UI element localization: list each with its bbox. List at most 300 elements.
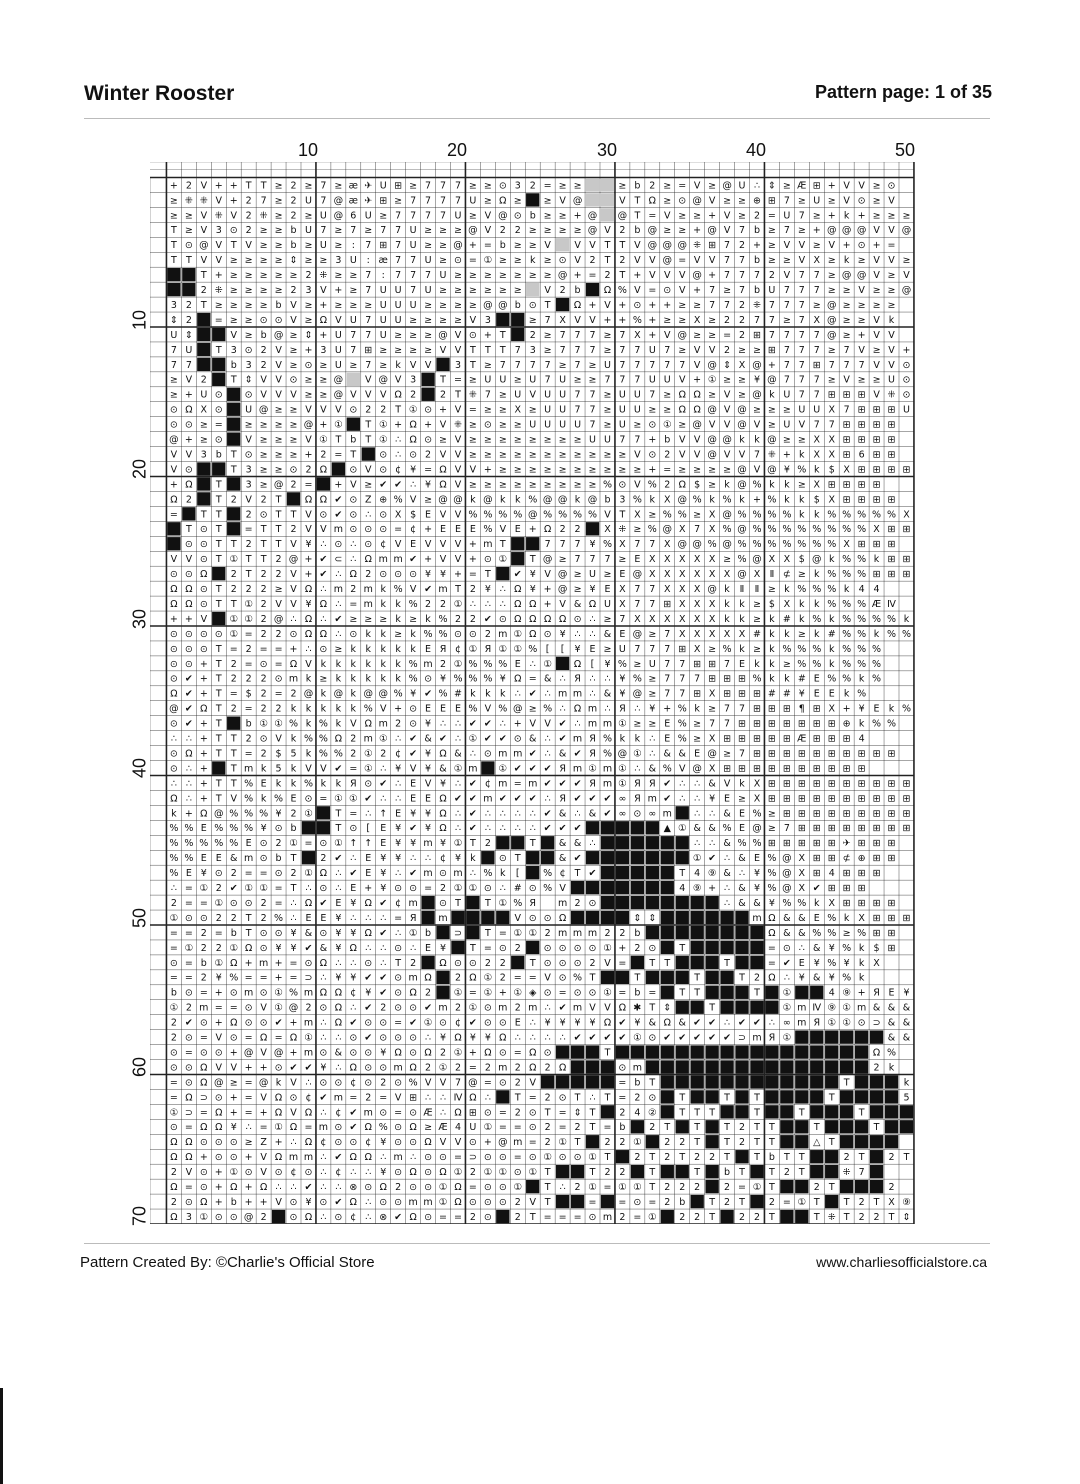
stitch-symbol-cell: ✔ [603,1032,612,1044]
stitch-symbol-cell [855,1135,868,1148]
stitch-symbol-cell: % [184,838,194,850]
stitch-symbol-cell: 3 [514,180,521,192]
stitch-symbol-cell: ⊞ [767,195,776,207]
stitch-symbol-cell: T [679,987,686,999]
stitch-symbol-cell: T [873,1196,880,1208]
stitch-symbol-cell: ⊞ [797,823,806,835]
stitch-symbol-cell [690,1195,703,1208]
stitch-symbol-cell: ✔ [468,1017,477,1029]
stitch-symbol-cell [646,881,659,894]
stitch-symbol-cell: ⊙ [334,1077,343,1089]
stitch-symbol-cell: ∴ [604,673,611,685]
stitch-symbol-cell: ⊞ [872,419,881,431]
stitch-symbol-cell [870,1105,883,1118]
stitch-symbol-cell: ① [498,1167,508,1179]
stitch-symbol-cell: k [888,314,895,326]
stitch-symbol-cell: Ω [349,1196,357,1208]
stitch-symbol-cell: @ [378,688,388,700]
stitch-symbol-cell: ⊞ [827,823,836,835]
stitch-symbol-cell: ⊞ [857,539,866,551]
stitch-symbol-cell [616,1150,629,1163]
stitch-symbol-cell: ① [528,1167,537,1179]
stitch-symbol-cell: = [274,643,283,655]
stitch-symbol-cell: % [169,823,179,835]
stitch-symbol-cell [840,1060,853,1073]
stitch-symbol-cell: U [783,389,791,401]
stitch-symbol-cell: V [693,255,701,267]
stitch-symbol-cell: b [290,225,297,237]
stitch-symbol-cell: % [752,524,762,536]
stitch-symbol-cell: ≥ [229,299,238,311]
stitch-symbol-cell [870,1150,883,1163]
stitch-symbol-cell: X [693,598,701,610]
stitch-symbol-cell: ≥ [633,419,642,431]
stitch-symbol-cell: ≥ [573,180,582,192]
stitch-symbol-cell [855,1060,868,1073]
stitch-symbol-cell: Ω [514,584,522,596]
stitch-symbol-cell: = [259,972,268,984]
stitch-symbol-cell: Æ [871,598,882,610]
stitch-symbol-cell: = [394,1107,403,1119]
stitch-symbol-cell: ∴ [634,703,641,715]
stitch-symbol-cell: ≥ [289,344,298,356]
stitch-symbol-cell: T [709,1002,716,1014]
stitch-symbol-cell: 2 [200,942,207,954]
stitch-symbol-cell: & [887,1032,896,1044]
stitch-symbol-cell: ∴ [724,853,731,865]
stitch-symbol-cell: Ω [678,479,686,491]
stitch-symbol-cell: + [214,1196,223,1208]
stitch-symbol-cell: % [677,718,687,730]
stitch-symbol-cell: U [783,210,791,222]
stitch-symbol-cell: V [454,344,462,356]
stitch-symbol-cell: 7 [724,299,731,311]
stitch-symbol-cell [690,941,703,954]
stitch-symbol-cell: ¢ [350,1077,357,1089]
stitch-symbol-cell: Ω [289,1122,298,1134]
stitch-symbol-cell: ✔ [483,718,492,730]
stitch-symbol-cell: 2 [245,210,252,222]
stitch-symbol-cell: ⊞ [738,763,747,775]
stitch-symbol-cell: ≥ [498,449,507,461]
stitch-symbol-cell: + [812,225,821,237]
stitch-symbol-cell: 2 [245,225,252,237]
stitch-symbol-cell [690,1001,703,1014]
stitch-symbol-cell: k [649,494,656,506]
stitch-symbol-cell: 2 [260,748,267,760]
stitch-symbol-cell: ¥ [425,479,432,491]
stitch-symbol-cell: ⊞ [797,778,806,790]
stitch-symbol-cell: b [514,299,521,311]
stitch-symbol-cell [526,1180,539,1193]
stitch-symbol-cell: % [887,628,897,640]
stitch-symbol-cell: 2 [619,1107,626,1119]
stitch-symbol-cell: 2 [260,359,267,371]
stitch-symbol-cell: 2 [185,299,192,311]
stitch-symbol-cell [735,1075,748,1088]
stitch-symbol-cell: ✔ [498,733,507,745]
stitch-symbol-cell: 2 [634,942,641,954]
stitch-symbol-cell: Ⅳ [887,598,896,610]
stitch-symbol-cell: 7 [798,285,805,297]
stitch-symbol-cell: V [454,329,462,341]
stitch-symbol-cell: ∴ [514,1032,521,1044]
stitch-symbol-cell: k [290,778,297,790]
stitch-symbol-cell: # [453,688,462,700]
stitch-symbol-cell: ∴ [365,509,372,521]
stitch-symbol-cell: 7 [395,255,402,267]
stitch-symbol-cell: ≥ [723,748,732,760]
stitch-symbol-cell: ✔ [379,897,388,909]
stitch-symbol-cell: T [215,524,222,536]
stitch-symbol-cell: ✔ [364,1002,373,1014]
stitch-symbol-cell: m [244,987,254,999]
stitch-symbol-cell: % [468,673,478,685]
stitch-symbol-cell: ∴ [395,449,402,461]
stitch-symbol-cell [481,761,494,774]
stitch-symbol-cell: ⊞ [827,838,836,850]
stitch-symbol-cell: & [738,883,746,895]
stitch-symbol-cell: ∴ [425,1032,432,1044]
stitch-symbol-cell: 2 [290,285,297,297]
stitch-symbol-cell: ⊙ [229,897,238,909]
stitch-symbol-cell: @ [826,225,837,237]
stitch-symbol-cell: % [782,509,792,521]
stitch-symbol-cell: + [483,464,492,476]
stitch-symbol-cell: ✔ [603,793,612,805]
stitch-symbol-cell: 2 [858,1196,865,1208]
stitch-symbol-cell: ⊙ [902,374,911,386]
stitch-symbol-cell: T [574,868,581,880]
stitch-symbol-cell: & [304,927,313,939]
stitch-symbol-cell: X [858,912,865,924]
stitch-symbol-cell: b [634,927,641,939]
stitch-symbol-cell: % [468,509,478,521]
stitch-symbol-cell: ⊞ [738,673,747,685]
stitch-symbol-cell: @ [303,688,314,700]
stitch-symbol-cell: ≥ [304,255,313,267]
stitch-symbol-cell: % [184,823,194,835]
stitch-symbol-cell [795,1090,808,1103]
stitch-symbol-cell: 7 [544,374,551,386]
stitch-symbol-cell: % [318,718,328,730]
stitch-symbol-cell: ⊙ [483,1211,492,1223]
stitch-symbol-cell: V [693,359,701,371]
stitch-symbol-cell: Ω [185,584,193,596]
stitch-symbol-cell: ⊙ [483,748,492,760]
stitch-symbol-cell: = [468,255,477,267]
stitch-symbol-cell: 2 [245,733,252,745]
stitch-symbol-cell: k [395,598,401,610]
stitch-symbol-cell [661,1060,674,1073]
stitch-symbol-cell: X [723,628,731,640]
stitch-symbol-cell: @ [617,210,628,222]
stitch-symbol-cell [227,717,240,730]
stitch-symbol-cell: % [797,464,807,476]
stitch-symbol-cell: Ω [364,554,372,566]
stitch-symbol-cell: X [888,1196,895,1208]
stitch-symbol-cell [646,1060,659,1073]
stitch-symbol-cell: T [739,1167,745,1179]
stitch-symbol-cell: & [798,912,806,924]
stitch-symbol-cell: ⊙ [169,404,178,416]
stitch-symbol-cell: T [813,1211,820,1223]
stitch-symbol-cell: % [812,584,822,596]
stitch-symbol-cell: ✔ [558,1002,567,1014]
stitch-symbol-cell: T [230,748,237,760]
stitch-symbol-cell: 2 [514,942,521,954]
stitch-symbol-cell: ⊙ [304,793,313,805]
stitch-symbol-cell: + [424,554,433,566]
stitch-symbol-cell: 7 [574,554,581,566]
stitch-symbol-cell: 2 [439,598,447,610]
stitch-symbol-cell: 7 [529,359,536,371]
stitch-symbol-cell: ⊙ [498,853,507,865]
stitch-symbol-cell: ∴ [559,703,566,715]
stitch-symbol-cell: 2 [230,868,237,880]
stitch-symbol-cell: ⊙ [214,1211,223,1223]
stitch-symbol-cell: @ [587,210,598,222]
stitch-symbol-cell: ⊙ [304,957,313,969]
stitch-symbol-cell: % [692,494,702,506]
stitch-symbol-cell: T [499,344,506,356]
stitch-symbol-cell: ⊞ [812,703,821,715]
stitch-symbol-cell: ≥ [648,628,657,640]
stitch-symbol-cell: Ω [215,1107,223,1119]
stitch-symbol-cell: Ω [514,613,522,625]
stitch-symbol-cell: ⊞ [872,927,881,939]
stitch-symbol-cell [227,403,240,416]
stitch-symbol-cell: k [380,658,386,670]
stitch-symbol-cell: 7 [843,404,850,416]
stitch-symbol-cell: $ [798,554,805,566]
stitch-symbol-cell: k [425,613,431,625]
stitch-symbol-cell [735,1090,748,1103]
stitch-symbol-cell: + [274,972,283,984]
stitch-symbol-cell: % [318,733,328,745]
stitch-symbol-cell: ∴ [290,897,297,909]
stitch-symbol-cell: 7 [350,225,357,237]
stitch-symbol-cell: ≥ [334,643,343,655]
stitch-symbol-cell: = [468,1062,477,1074]
stitch-symbol-cell: T [395,404,402,416]
stitch-symbol-cell: ⊙ [169,419,178,431]
stitch-symbol-cell: ∴ [365,942,372,954]
stitch-symbol-cell: Я [559,763,566,775]
stitch-symbol-cell: Я [813,1017,821,1029]
stitch-symbol-cell: ≥ [424,329,433,341]
stitch-symbol-cell: Я [649,778,656,790]
stitch-symbol-cell [616,971,629,984]
stitch-symbol-cell: 7 [813,374,820,386]
stitch-symbol-cell: ¥ [395,823,402,835]
stitch-symbol-cell: Я [873,987,880,999]
stitch-symbol-cell: ⊙ [424,673,433,685]
stitch-symbol-cell: ¥ [813,957,820,969]
stitch-symbol-cell: ⊙ [394,569,403,581]
stitch-symbol-cell: ✈ [364,195,373,207]
stitch-symbol-cell: ∴ [290,1137,297,1149]
stitch-symbol-cell: X [634,329,641,341]
stitch-symbol-cell: ≥ [797,434,806,446]
stitch-symbol-cell [720,1060,733,1073]
stitch-symbol-cell: ⊙ [349,1032,358,1044]
stitch-symbol-cell: ≥ [872,210,881,222]
stitch-symbol-cell: ⊙ [528,299,537,311]
stitch-symbol-cell: ¥ [365,987,372,999]
stitch-symbol-cell: m [393,1152,403,1164]
stitch-symbol-cell: V [873,329,880,341]
stitch-symbol-cell: T [200,270,207,282]
stitch-symbol-cell: U [319,240,327,252]
stitch-symbol-cell: T [275,524,282,536]
stitch-symbol-cell: T [215,539,222,551]
stitch-symbol-cell: U [334,359,342,371]
stitch-symbol-cell: ✔ [349,1017,358,1029]
stitch-symbol-cell: $ [828,464,835,476]
stitch-symbol-cell: ① [483,1167,493,1179]
stitch-symbol-cell: ¥ [275,942,282,954]
stitch-symbol-cell: ∴ [544,793,551,805]
stitch-symbol-cell: 2 [439,1047,447,1059]
stitch-symbol-cell: V [559,883,566,895]
stitch-symbol-cell [347,373,360,386]
stitch-symbol-cell: ≥ [513,479,522,491]
stitch-symbol-cell: ⁜ [214,285,223,297]
stitch-symbol-cell [661,926,674,939]
stitch-symbol-cell: ✔ [528,763,537,775]
stitch-symbol-cell: 7 [664,688,671,700]
stitch-symbol-cell: ① [528,927,537,939]
stitch-symbol-cell: ① [618,1182,627,1194]
stitch-symbol-cell: ✔ [468,808,477,820]
stitch-symbol-cell: ⊙ [543,1047,552,1059]
stitch-symbol-cell: V [439,344,447,356]
stitch-symbol-cell: X [798,853,806,865]
stitch-symbol-cell: E [410,539,417,551]
stitch-symbol-cell: ⑨ [827,1002,836,1014]
stitch-symbol-cell: ✔ [782,957,791,969]
stitch-symbol-cell: ⊙ [184,643,193,655]
stitch-symbol-cell: Ω [394,1047,402,1059]
stitch-symbol-cell: ≥ [648,673,657,685]
stitch-symbol-cell: ⊙ [184,912,193,924]
stitch-symbol-cell: ≥ [244,1137,253,1149]
stitch-symbol-cell: ≥ [364,479,373,491]
stitch-symbol-cell: ⊙ [409,703,418,715]
stitch-symbol-cell: V [604,225,611,237]
stitch-symbol-cell [735,911,748,924]
stitch-symbol-cell: Ω [319,957,328,969]
stitch-symbol-cell: ⊞ [812,793,821,805]
stitch-symbol-cell: % [632,314,642,326]
stitch-symbol-cell: ✔ [184,718,193,730]
stitch-symbol-cell: ≥ [439,299,448,311]
stitch-symbol-cell: 7 [724,658,731,670]
stitch-symbol-cell: T [724,1092,730,1104]
stitch-symbol-cell: ∴ [484,823,491,835]
stitch-symbol-cell: ✔ [678,1032,687,1044]
stitch-symbol-cell: 2 [514,1211,521,1223]
stitch-symbol-cell: Ω [409,419,417,431]
stitch-symbol-cell: @ [557,584,568,596]
stitch-symbol-cell: V [439,539,447,551]
stitch-symbol-cell: V [723,404,731,416]
stitch-symbol-cell: ≥ [573,225,582,237]
stitch-symbol-cell: ≥ [468,285,477,297]
stitch-symbol-cell: V [723,449,731,461]
stitch-symbol-cell: Ω [304,613,313,625]
stitch-symbol-cell: ≥ [528,240,537,252]
stitch-symbol-cell: ≥ [902,210,911,222]
stitch-symbol-cell: ① [483,987,493,999]
stitch-symbol-cell: ≥ [708,180,717,192]
stitch-symbol-cell: m [498,778,508,790]
stitch-symbol-cell: ⊞ [827,733,836,745]
stitch-symbol-cell: T [739,1196,745,1208]
stitch-symbol-cell: U [648,344,656,356]
stitch-symbol-cell: V [185,1167,193,1179]
stitch-symbol-cell: b [604,494,611,506]
stitch-symbol-cell: 2 [230,569,237,581]
stitch-symbol-cell: ¥ [798,688,805,700]
stitch-symbol-cell: ✔ [319,569,328,581]
stitch-symbol-cell [586,911,599,924]
stitch-symbol-cell [197,328,210,341]
stitch-symbol-cell: 6 [858,449,865,461]
stitch-symbol-cell: V [888,255,895,267]
stitch-symbol-cell [720,1045,733,1058]
stitch-symbol-cell: ✔ [812,883,821,895]
stitch-symbol-cell: ≥ [274,240,283,252]
stitch-symbol-cell: ≥ [439,434,448,446]
stitch-symbol-cell [601,836,614,849]
stitch-symbol-cell [885,1090,898,1103]
stitch-symbol-cell: ① [633,1137,642,1149]
stitch-symbol-cell: ¢ [395,748,402,760]
stitch-symbol-cell: ¢ [350,987,357,999]
stitch-symbol-cell [541,836,554,849]
stitch-symbol-cell: = [274,658,283,670]
stitch-symbol-cell: @ [468,225,478,237]
stitch-symbol-cell: & [573,598,582,610]
stitch-symbol-cell: V [230,1062,237,1074]
stitch-symbol-cell: % [289,987,299,999]
stitch-symbol-cell: T [470,359,476,371]
stitch-symbol-cell: T [215,598,222,610]
stitch-symbol-cell: ⇕ [767,180,776,192]
stitch-symbol-cell [795,1060,808,1073]
stitch-symbol-cell: ① [438,1196,448,1208]
stitch-symbol-cell: ∴ [559,673,566,685]
stitch-symbol-cell: & [230,853,238,865]
stitch-symbol-cell: 7 [410,210,417,222]
stitch-symbol-cell: ≥ [738,210,747,222]
stitch-symbol-cell: ✔ [468,793,477,805]
stitch-symbol-cell: ⊞ [857,419,866,431]
stitch-symbol-cell: ⊞ [872,853,881,865]
stitch-symbol-cell: k [754,658,760,670]
stitch-symbol-cell: ① [453,598,463,610]
stitch-symbol-cell: k [799,598,805,610]
stitch-symbol-cell: ⊞ [872,748,881,760]
stitch-symbol-cell: ✔ [184,688,193,700]
stitch-symbol-cell: ✔ [274,1017,283,1029]
stitch-symbol-cell: ⊞ [812,359,821,371]
stitch-symbol-cell: % [827,539,837,551]
stitch-symbol-cell: = [424,883,433,895]
store-website: www.charliesofficialstore.ca [816,1254,987,1270]
